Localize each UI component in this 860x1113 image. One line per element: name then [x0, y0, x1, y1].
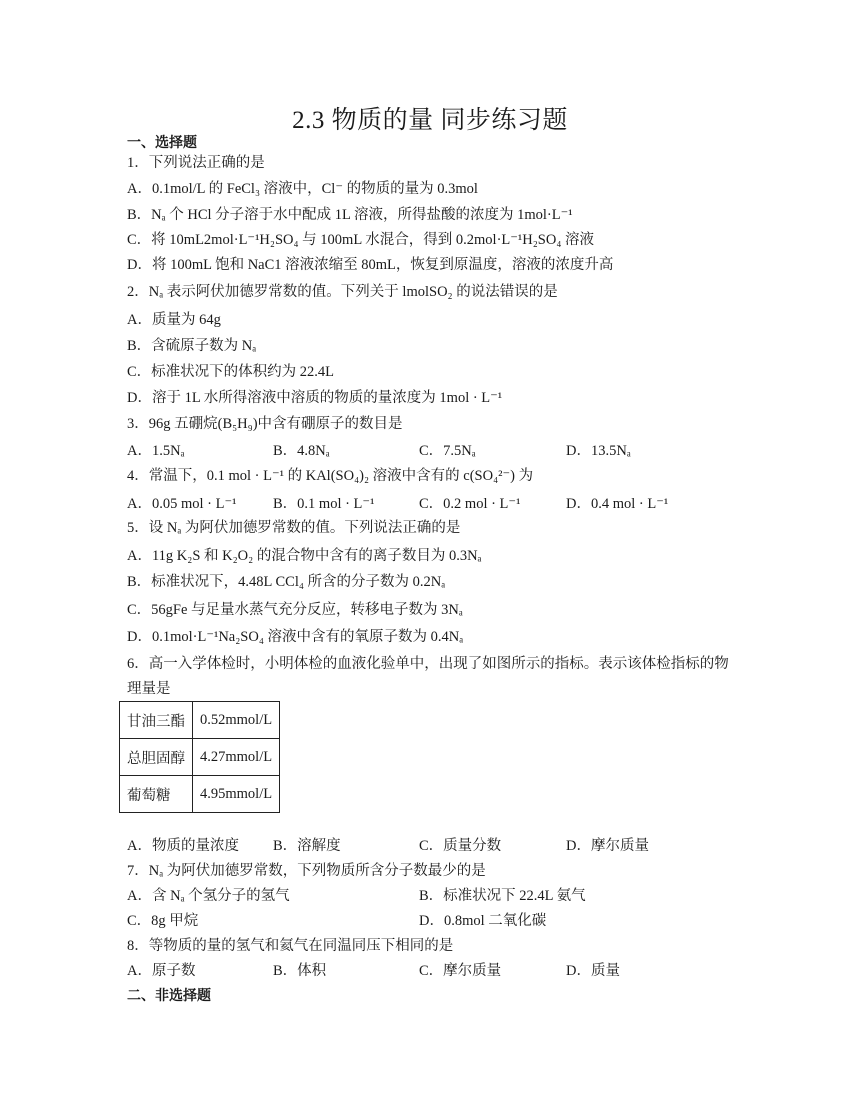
question-1-option-a: A．0.1mol/L 的 FeCl₃ 溶液中，Cl⁻ 的物质的量为 0.3mol [127, 181, 478, 197]
question-5-stem: 5．设 Nₐ 为阿伏加德罗常数的值。下列说法正确的是 [127, 520, 461, 536]
question-8-stem: 8．等物质的量的氢气和氦气在同温同压下相同的是 [127, 938, 454, 954]
blood-test-table [119, 701, 280, 813]
question-7-option-c: C．8g 甲烷 [127, 913, 199, 929]
table-cell-item: 总胆固醇 [120, 739, 193, 776]
question-7-stem: 7．Nₐ 为阿伏加德罗常数，下列物质所含分子数最少的是 [127, 863, 486, 879]
question-2-option-c: C．标准状况下的体积约为 22.4L [127, 364, 335, 380]
question-4-option-b: B．0.1 mol · L⁻¹ [273, 496, 375, 512]
question-7-option-d: D．0.8mol 二氧化碳 [419, 913, 547, 929]
question-5-option-d: D．0.1mol·L⁻¹Na₂SO₄ 溶液中含有的氧原子数为 0.4Nₐ [127, 629, 464, 645]
question-4-option-d: D．0.4 mol · L⁻¹ [566, 496, 669, 512]
question-1-stem: 1．下列说法正确的是 [127, 155, 265, 171]
question-6-option-b: B．溶解度 [273, 838, 341, 854]
table-row [120, 702, 280, 739]
question-5-option-b: B．标准状况下，4.48L CCl₄ 所含的分子数为 0.2Nₐ [127, 574, 446, 590]
table-cell-value: 4.27mmol/L [193, 739, 280, 776]
question-3-option-a: A．1.5Nₐ [127, 443, 185, 459]
table-row [120, 776, 280, 813]
page-title: 2.3 物质的量 同步练习题 [292, 107, 568, 134]
question-2-option-d: D．溶于 1L 水所得溶液中溶质的物质的量浓度为 1mol · L⁻¹ [127, 390, 503, 406]
question-6-stem-line-1: 6．高一入学体检时，小明体检的血液化验单中，出现了如图所示的指标。表示该体检指标的物 [127, 656, 729, 672]
question-6-option-c: C．质量分数 [419, 838, 502, 854]
table-row [120, 739, 280, 776]
section-heading-nonchoice: 二、非选择题 [127, 989, 211, 1004]
question-2-stem: 2．Nₐ 表示阿伏加德罗常数的值。下列关于 lmolSO₂ 的说法错误的是 [127, 284, 558, 300]
question-8-option-c: C．摩尔质量 [419, 963, 502, 979]
section-heading-choice: 一、选择题 [127, 136, 197, 151]
question-8-option-b: B．体积 [273, 963, 327, 979]
question-1-option-c: C．将 10mL2mol·L⁻¹H₂SO₄ 与 100mL 水混合，得到 0.2mol·L⁻¹H₂SO₄ 溶液 [127, 232, 595, 248]
question-1-option-b: B．Nₐ 个 HCl 分子溶于水中配成 1L 溶液，所得盐酸的浓度为 1mol·L⁻¹ [127, 207, 573, 223]
question-1-option-d: D．将 100mL 饱和 NaC1 溶液浓缩至 80mL，恢复到原温度，溶液的浓度升高 [127, 257, 614, 273]
table-cell-value: 0.52mmol/L [193, 702, 280, 739]
question-2-option-a: A．质量为 64g [127, 312, 221, 328]
question-8-option-d: D．质量 [566, 963, 620, 979]
question-3-option-c: C．7.5Nₐ [419, 443, 476, 459]
question-7-option-a: A．含 Nₐ 个氢分子的氢气 [127, 888, 290, 904]
question-7-option-b: B．标准状况下 22.4L 氨气 [419, 888, 586, 904]
question-4-option-a: A．0.05 mol · L⁻¹ [127, 496, 237, 512]
question-5-option-c: C．56gFe 与足量水蒸气充分反应，转移电子数为 3Nₐ [127, 602, 463, 618]
table-cell-value: 4.95mmol/L [193, 776, 280, 813]
question-4-option-c: C．0.2 mol · L⁻¹ [419, 496, 521, 512]
question-6-option-a: A．物质的量浓度 [127, 838, 239, 854]
question-6-stem-line-2: 理量是 [127, 681, 171, 697]
table-cell-item: 甘油三酯 [120, 702, 193, 739]
question-3-stem: 3．96g 五硼烷(B₅H₉)中含有硼原子的数目是 [127, 416, 403, 432]
question-6-option-d: D．摩尔质量 [566, 838, 649, 854]
table-cell-item: 葡萄糖 [120, 776, 193, 813]
question-4-stem: 4．常温下，0.1 mol · L⁻¹ 的 KAl(SO₄)₂ 溶液中含有的 c(SO₄²⁻) 为 [127, 468, 534, 484]
question-2-option-b: B．含硫原子数为 Nₐ [127, 338, 257, 354]
question-3-option-b: B．4.8Nₐ [273, 443, 330, 459]
question-8-option-a: A．原子数 [127, 963, 196, 979]
question-3-option-d: D．13.5Nₐ [566, 443, 631, 459]
question-5-option-a: A．11g K₂S 和 K₂O₂ 的混合物中含有的离子数目为 0.3Nₐ [127, 548, 482, 564]
